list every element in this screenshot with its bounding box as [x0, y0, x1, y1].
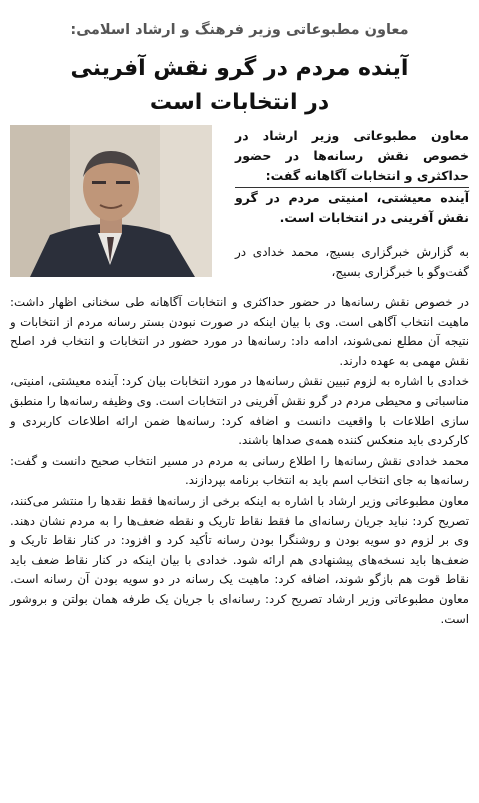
body-paragraph-2: خدادی با اشاره به لزوم تبیین نقش رسانه‌ها در مورد انتخابات بیان کرد: آینده معیشتی، امنیتی، مناسباتی و محیطی مردم در گرو نقش آفرینی در انتخابات است. وی وظیفه رسانه‌ها را منطبق سازی اطلاعات با واقعیت دانست و اضافه کرد: رسانه‌ها ضمن ارائه اطلاعات کاربردی و کارکردی باید منعکس کننده همه‌ی صداها باشند.: [10, 374, 469, 448]
body-paragraph-3: محمد خدادی نقش رسانه‌ها را اطلاع رسانی به مردم در مسیر انتخاب صحیح دانست و گفت: رسانه‌ها به جای انتخاب اسم باید به انتخاب برنامه بپردازند.: [10, 453, 469, 488]
lead-divider: [235, 187, 469, 188]
portrait-photo: [10, 125, 212, 277]
article-kicker: معاون مطبوعاتی وزیر فرهنگ و ارشاد اسلامی:: [70, 22, 409, 38]
lead-part-1: معاون مطبوعاتی وزیر ارشاد در خصوص نقش رسانه‌ها در حضور حداکثری و انتخابات آگاهانه گفت:: [235, 128, 469, 183]
article-lead: [235, 126, 469, 228]
headline-line-2: در انتخابات است: [149, 90, 330, 115]
body-paragraph-4: معاون مطبوعاتی وزیر ارشاد با اشاره به اینکه برخی از رسانه‌ها فقط نقدها را منتشر می‌کنند، تصریح کرد: نباید جریان رسانه‌ای ما فقط نقاط تاریک و نقطه ضعف‌ها را به مردم نشان دهند. وی بر لزوم دو سویه بودن و روشنگرا بودن رسانه تأکید کرد و افزود: در کنار نقاط تاریک و ضعف‌ها باید نسخه‌های پیشنهادی هم ارائه شود. خدادی با بیان اینکه در کنار نقاط ضعف باید نقاط قوت هم بازگو شوند، اضافه کرد: ماهیت یک رسانه در دو سویه بودن آن رسانه است. معاون مطبوعاتی وزیر ارشاد تصریح کرد: رسانه‌ای با جریان یک طرفه همان بولتن و بروشور است.: [10, 493, 469, 626]
article-body: [10, 293, 469, 630]
article-headline: [10, 52, 469, 120]
body-paragraph-1: در خصوص نقش رسانه‌ها در حضور حداکثری و انتخابات آگاهانه طی سخنانی اظهار داشت: ماهیت انتخاب آگاهی است. وی با بیان اینکه در صورت نبودن بستر رسانه مردم از انتخابات و نتیجه آن مطلع نمی‌شوند، ادامه داد: رسانه‌ها در مورد حضور در انتخابات و انتخاب فرد اصلح نقش مهمی به عهده دارند.: [10, 295, 469, 368]
portrait-illustration: [10, 125, 212, 277]
article-intro: به گزارش خبرگزاری بسیج، محمد خدادی در گفت‌وگو با خبرگزاری بسیج،: [235, 245, 469, 279]
headline-line-1: آینده مردم در گرو نقش آفرینی: [70, 56, 409, 81]
lead-part-2: آینده معیشتی، امنیتی مردم در گرو نقش آفرینی در انتخابات است.: [235, 190, 469, 225]
